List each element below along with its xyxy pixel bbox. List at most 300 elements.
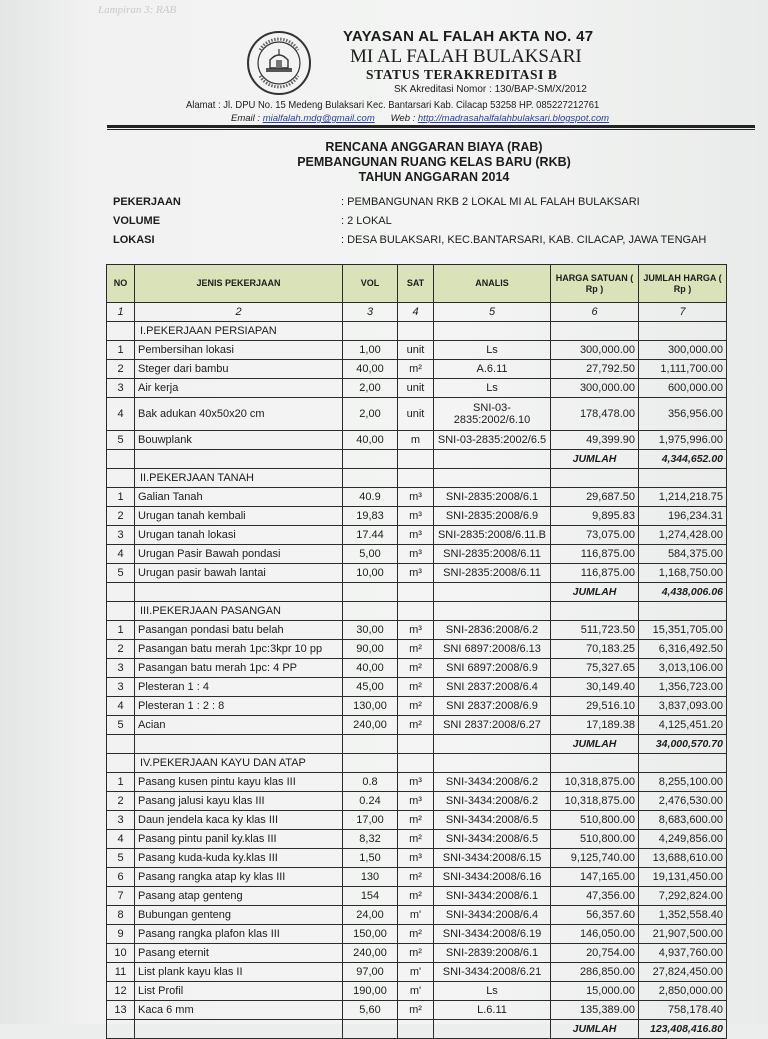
empty-cell bbox=[639, 322, 727, 341]
row-analis: SNI-2836:2008/6.2 bbox=[434, 621, 551, 640]
row-vol: 5,00 bbox=[343, 545, 398, 564]
table-row bbox=[107, 488, 727, 507]
empty-cell bbox=[551, 754, 639, 773]
row-jumlah-harga: 1,356,723.00 bbox=[639, 678, 727, 697]
row-harga-satuan: 73,075.00 bbox=[551, 526, 639, 545]
col-header-vol: VOL bbox=[343, 265, 398, 303]
table-row bbox=[107, 545, 727, 564]
row-jumlah-harga: 1,352,558.40 bbox=[639, 906, 727, 925]
row-analis: A.6.11 bbox=[434, 360, 551, 379]
row-analis: SNI-2835:2008/6.1 bbox=[434, 488, 551, 507]
row-no: 3 bbox=[107, 379, 135, 398]
row-no: 4 bbox=[107, 697, 135, 716]
row-sat: m³ bbox=[398, 849, 434, 868]
table-row bbox=[107, 526, 727, 545]
col-index: 7 bbox=[639, 303, 727, 322]
row-harga-satuan: 286,850.00 bbox=[551, 963, 639, 982]
row-vol: 1,00 bbox=[343, 341, 398, 360]
row-vol: 150,00 bbox=[343, 925, 398, 944]
section-row bbox=[107, 754, 727, 773]
empty-cell bbox=[398, 754, 434, 773]
web-link[interactable]: http://madrasahalfalahbulaksari.blogspot.com bbox=[417, 113, 610, 124]
empty-cell bbox=[398, 735, 434, 754]
row-no: 2 bbox=[107, 507, 135, 526]
row-analis: SNI-3434:2008/6.2 bbox=[434, 792, 551, 811]
subtotal-label: JUMLAH bbox=[551, 450, 639, 469]
row-jumlah-harga: 2,476,530.00 bbox=[639, 792, 727, 811]
empty-cell bbox=[343, 754, 398, 773]
row-vol: 40,00 bbox=[343, 360, 398, 379]
email-link[interactable]: mialfalah.mdg@gmail.com bbox=[262, 113, 375, 124]
row-sat: m³ bbox=[398, 564, 434, 583]
row-harga-satuan: 116,875.00 bbox=[551, 564, 639, 583]
row-jenis: Urugan tanah kembali bbox=[135, 507, 343, 526]
row-jenis: Pasangan batu merah 1pc:3kpr 10 pp bbox=[135, 640, 343, 659]
empty-cell bbox=[639, 754, 727, 773]
empty-cell bbox=[434, 602, 551, 621]
row-jenis: Pasangan batu merah 1pc: 4 PP bbox=[135, 659, 343, 678]
meta-label-lokasi: LOKASI bbox=[113, 234, 155, 246]
row-analis: SNI-03-2835:2002/6.10 bbox=[434, 398, 551, 431]
email-label: Email : bbox=[231, 113, 261, 124]
row-sat: m² bbox=[398, 1001, 434, 1020]
col-index: 1 bbox=[107, 303, 135, 322]
table-row bbox=[107, 678, 727, 697]
row-vol: 90,00 bbox=[343, 640, 398, 659]
table-row bbox=[107, 659, 727, 678]
row-harga-satuan: 300,000.00 bbox=[551, 341, 639, 360]
row-jumlah-harga: 758,178.40 bbox=[639, 1001, 727, 1020]
meta-value-lokasi: : DESA BULAKSARI, KEC.BANTARSARI, KAB. CILACAP, JAWA TENGAH bbox=[341, 234, 707, 246]
row-no: 12 bbox=[107, 982, 135, 1001]
empty-cell bbox=[434, 754, 551, 773]
row-jenis: Plesteran 1 : 4 bbox=[135, 678, 343, 697]
subtotal-row bbox=[107, 1020, 727, 1039]
row-vol: 5,60 bbox=[343, 1001, 398, 1020]
row-no: 8 bbox=[107, 906, 135, 925]
row-sat: m³ bbox=[398, 507, 434, 526]
row-jumlah-harga: 21,907,500.00 bbox=[639, 925, 727, 944]
empty-cell bbox=[398, 450, 434, 469]
row-sat: m² bbox=[398, 659, 434, 678]
row-analis: SNI 6897:2008/6.13 bbox=[434, 640, 551, 659]
empty-cell bbox=[135, 735, 343, 754]
row-sat: m³ bbox=[398, 621, 434, 640]
subtotal-label: JUMLAH bbox=[551, 583, 639, 602]
row-jumlah-harga: 3,837,093.00 bbox=[639, 697, 727, 716]
row-no: 7 bbox=[107, 887, 135, 906]
row-no: 1 bbox=[107, 621, 135, 640]
row-jenis: Pasang pintu panil ky.klas III bbox=[135, 830, 343, 849]
section-title: I.PEKERJAAN PERSIAPAN bbox=[135, 322, 343, 341]
row-analis: SNI-3434:2008/6.19 bbox=[434, 925, 551, 944]
row-jumlah-harga: 27,824,450.00 bbox=[639, 963, 727, 982]
table-row bbox=[107, 849, 727, 868]
row-no: 2 bbox=[107, 360, 135, 379]
row-sat: m' bbox=[398, 963, 434, 982]
row-jenis: Daun jendela kaca ky klas III bbox=[135, 811, 343, 830]
row-vol: 45,00 bbox=[343, 678, 398, 697]
subtotal-value: 4,438,006.06 bbox=[639, 583, 727, 602]
empty-cell bbox=[135, 583, 343, 602]
row-jumlah-harga: 584,375.00 bbox=[639, 545, 727, 564]
section-title: II.PEKERJAAN TANAH bbox=[135, 469, 343, 488]
empty-cell bbox=[107, 322, 135, 341]
row-no: 11 bbox=[107, 963, 135, 982]
table-row bbox=[107, 830, 727, 849]
table-row bbox=[107, 868, 727, 887]
row-jenis: List plank kayu klas II bbox=[135, 963, 343, 982]
rab-table bbox=[106, 264, 727, 1039]
empty-cell bbox=[398, 469, 434, 488]
row-harga-satuan: 510,800.00 bbox=[551, 811, 639, 830]
subtotal-label: JUMLAH bbox=[551, 735, 639, 754]
meta-label-pekerjaan: PEKERJAAN bbox=[113, 196, 181, 208]
row-sat: m² bbox=[398, 678, 434, 697]
row-jenis: Air kerja bbox=[135, 379, 343, 398]
row-harga-satuan: 17,189.38 bbox=[551, 716, 639, 735]
subtotal-row bbox=[107, 583, 727, 602]
empty-cell bbox=[551, 469, 639, 488]
sk-number: SK Akreditasi Nomor : 130/BAP-SM/X/2012 bbox=[394, 84, 587, 95]
row-analis: SNI 2837:2008/6.9 bbox=[434, 697, 551, 716]
row-no: 5 bbox=[107, 431, 135, 450]
table-row bbox=[107, 564, 727, 583]
row-harga-satuan: 20,754.00 bbox=[551, 944, 639, 963]
empty-cell bbox=[107, 754, 135, 773]
row-vol: 130,00 bbox=[343, 697, 398, 716]
row-sat: m² bbox=[398, 944, 434, 963]
table-row bbox=[107, 697, 727, 716]
subtotal-value: 34,000,570.70 bbox=[639, 735, 727, 754]
empty-cell bbox=[551, 322, 639, 341]
row-no: 4 bbox=[107, 398, 135, 431]
row-vol: 0.24 bbox=[343, 792, 398, 811]
row-analis: SNI-2839:2008/6.1 bbox=[434, 944, 551, 963]
row-vol: 190,00 bbox=[343, 982, 398, 1001]
row-no: 3 bbox=[107, 659, 135, 678]
doc-year: TAHUN ANGGARAN 2014 bbox=[358, 170, 510, 184]
row-jumlah-harga: 356,956.00 bbox=[639, 398, 727, 431]
section-row bbox=[107, 602, 727, 621]
table-row bbox=[107, 792, 727, 811]
empty-cell bbox=[434, 1020, 551, 1039]
row-jenis: Bubungan genteng bbox=[135, 906, 343, 925]
empty-cell bbox=[343, 735, 398, 754]
row-no: 3 bbox=[107, 526, 135, 545]
row-analis: Ls bbox=[434, 982, 551, 1001]
row-sat: m³ bbox=[398, 773, 434, 792]
row-jenis: Urugan pasir bawah lantai bbox=[135, 564, 343, 583]
row-jenis: Pasang jalusi kayu klas III bbox=[135, 792, 343, 811]
row-jumlah-harga: 2,850,000.00 bbox=[639, 982, 727, 1001]
row-no: 2 bbox=[107, 792, 135, 811]
empty-cell bbox=[107, 1020, 135, 1039]
row-vol: 130 bbox=[343, 868, 398, 887]
row-analis: SNI-3434:2008/6.16 bbox=[434, 868, 551, 887]
section-row bbox=[107, 322, 727, 341]
row-harga-satuan: 10,318,875.00 bbox=[551, 792, 639, 811]
row-jumlah-harga: 1,214,218.75 bbox=[639, 488, 727, 507]
subtotal-row bbox=[107, 735, 727, 754]
row-jenis: Pasang rangka plafon klas III bbox=[135, 925, 343, 944]
col-header-analis: ANALIS bbox=[434, 265, 551, 303]
row-jumlah-harga: 300,000.00 bbox=[639, 341, 727, 360]
row-jumlah-harga: 4,125,451.20 bbox=[639, 716, 727, 735]
row-jumlah-harga: 1,111,700.00 bbox=[639, 360, 727, 379]
row-jenis: Bak adukan 40x50x20 cm bbox=[135, 398, 343, 431]
row-no: 6 bbox=[107, 868, 135, 887]
row-jumlah-harga: 15,351,705.00 bbox=[639, 621, 727, 640]
row-jenis: List Profil bbox=[135, 982, 343, 1001]
empty-cell bbox=[434, 469, 551, 488]
row-vol: 1,50 bbox=[343, 849, 398, 868]
row-jumlah-harga: 8,683,600.00 bbox=[639, 811, 727, 830]
table-row bbox=[107, 925, 727, 944]
table-row bbox=[107, 621, 727, 640]
col-index: 6 bbox=[551, 303, 639, 322]
row-sat: m² bbox=[398, 640, 434, 659]
subtotal-value: 4,344,652.00 bbox=[639, 450, 727, 469]
table-row bbox=[107, 341, 727, 360]
empty-cell bbox=[639, 469, 727, 488]
row-sat: m³ bbox=[398, 488, 434, 507]
row-sat: unit bbox=[398, 379, 434, 398]
empty-cell bbox=[434, 450, 551, 469]
row-no: 3 bbox=[107, 811, 135, 830]
row-harga-satuan: 27,792.50 bbox=[551, 360, 639, 379]
empty-cell bbox=[343, 1020, 398, 1039]
row-vol: 10,00 bbox=[343, 564, 398, 583]
row-analis: SNI-03-2835:2002/6.5 bbox=[434, 431, 551, 450]
table-header-row bbox=[107, 265, 727, 303]
col-header-harga: HARGA SATUAN ( Rp ) bbox=[551, 265, 639, 303]
row-analis: SNI-2835:2008/6.11 bbox=[434, 564, 551, 583]
row-analis: SNI-3434:2008/6.2 bbox=[434, 773, 551, 792]
subtotal-label: JUMLAH bbox=[551, 1020, 639, 1039]
row-vol: 40.9 bbox=[343, 488, 398, 507]
row-vol: 240,00 bbox=[343, 944, 398, 963]
table-row bbox=[107, 716, 727, 735]
row-vol: 97,00 bbox=[343, 963, 398, 982]
empty-cell bbox=[434, 735, 551, 754]
col-header-jenis: JENIS PEKERJAAN bbox=[135, 265, 343, 303]
school-name: MI AL FALAH BULAKSARI bbox=[350, 46, 582, 67]
row-harga-satuan: 56,357.60 bbox=[551, 906, 639, 925]
subtotal-row bbox=[107, 450, 727, 469]
empty-cell bbox=[107, 602, 135, 621]
row-sat: m² bbox=[398, 830, 434, 849]
row-no: 1 bbox=[107, 488, 135, 507]
row-analis: SNI 6897:2008/6.9 bbox=[434, 659, 551, 678]
table-row bbox=[107, 887, 727, 906]
col-header-jumlah: JUMLAH HARGA ( Rp ) bbox=[639, 265, 727, 303]
table-row bbox=[107, 640, 727, 659]
row-no: 3 bbox=[107, 678, 135, 697]
empty-cell bbox=[135, 1020, 343, 1039]
school-address: Alamat : Jl. DPU No. 15 Medeng Bulaksari Kec. Bantarsari Kab. Cilacap 53258 HP. 085227212761 bbox=[186, 99, 600, 111]
row-jenis: Pasang rangka atap ky klas III bbox=[135, 868, 343, 887]
row-sat: m³ bbox=[398, 526, 434, 545]
col-header-no: NO bbox=[107, 265, 135, 303]
empty-cell bbox=[135, 450, 343, 469]
row-no: 5 bbox=[107, 564, 135, 583]
empty-cell bbox=[398, 322, 434, 341]
row-harga-satuan: 10,318,875.00 bbox=[551, 773, 639, 792]
empty-cell bbox=[343, 583, 398, 602]
row-no: 5 bbox=[107, 716, 135, 735]
empty-cell bbox=[107, 450, 135, 469]
row-vol: 17.44 bbox=[343, 526, 398, 545]
row-analis: SNI 2837:2008/6.27 bbox=[434, 716, 551, 735]
table-row bbox=[107, 811, 727, 830]
row-sat: m² bbox=[398, 811, 434, 830]
table-row bbox=[107, 431, 727, 450]
col-index: 3 bbox=[343, 303, 398, 322]
empty-cell bbox=[107, 583, 135, 602]
table-row bbox=[107, 982, 727, 1001]
row-jumlah-harga: 4,249,856.00 bbox=[639, 830, 727, 849]
empty-cell bbox=[343, 469, 398, 488]
row-jumlah-harga: 4,937,760.00 bbox=[639, 944, 727, 963]
row-analis: SNI-3434:2008/6.21 bbox=[434, 963, 551, 982]
row-analis: SNI-2835:2008/6.11 bbox=[434, 545, 551, 564]
row-sat: m' bbox=[398, 906, 434, 925]
meta-label-volume: VOLUME bbox=[113, 215, 161, 227]
empty-cell bbox=[343, 322, 398, 341]
row-harga-satuan: 49,399.90 bbox=[551, 431, 639, 450]
row-harga-satuan: 29,516.10 bbox=[551, 697, 639, 716]
row-sat: m² bbox=[398, 360, 434, 379]
row-harga-satuan: 70,183.25 bbox=[551, 640, 639, 659]
row-harga-satuan: 510,800.00 bbox=[551, 830, 639, 849]
row-sat: m² bbox=[398, 697, 434, 716]
row-jumlah-harga: 7,292,824.00 bbox=[639, 887, 727, 906]
table-row bbox=[107, 379, 727, 398]
col-index: 2 bbox=[135, 303, 343, 322]
row-sat: unit bbox=[398, 341, 434, 360]
table-row bbox=[107, 507, 727, 526]
row-analis: SNI-3434:2008/6.5 bbox=[434, 811, 551, 830]
empty-cell bbox=[398, 1020, 434, 1039]
row-sat: m bbox=[398, 431, 434, 450]
row-harga-satuan: 15,000.00 bbox=[551, 982, 639, 1001]
empty-cell bbox=[434, 322, 551, 341]
empty-cell bbox=[107, 735, 135, 754]
row-vol: 2,00 bbox=[343, 398, 398, 431]
row-jumlah-harga: 13,688,610.00 bbox=[639, 849, 727, 868]
row-no: 13 bbox=[107, 1001, 135, 1020]
row-vol: 0.8 bbox=[343, 773, 398, 792]
row-sat: m² bbox=[398, 868, 434, 887]
row-jenis: Steger dari bambu bbox=[135, 360, 343, 379]
row-harga-satuan: 135,389.00 bbox=[551, 1001, 639, 1020]
row-jenis: Urugan tanah lokasi bbox=[135, 526, 343, 545]
empty-cell bbox=[343, 450, 398, 469]
header-divider-thin bbox=[107, 129, 755, 130]
row-vol: 240,00 bbox=[343, 716, 398, 735]
section-title: IV.PEKERJAAN KAYU DAN ATAP bbox=[135, 754, 343, 773]
row-jumlah-harga: 6,316,492.50 bbox=[639, 640, 727, 659]
table-row bbox=[107, 773, 727, 792]
row-analis: SNI-2835:2008/6.11.B bbox=[434, 526, 551, 545]
row-jenis: Pasang kuda-kuda ky.klas III bbox=[135, 849, 343, 868]
row-no: 10 bbox=[107, 944, 135, 963]
row-analis: SNI-3434:2008/6.4 bbox=[434, 906, 551, 925]
table-row bbox=[107, 944, 727, 963]
row-jumlah-harga: 8,255,100.00 bbox=[639, 773, 727, 792]
table-row bbox=[107, 906, 727, 925]
table-row bbox=[107, 360, 727, 379]
row-no: 4 bbox=[107, 830, 135, 849]
empty-cell bbox=[398, 602, 434, 621]
row-harga-satuan: 178,478.00 bbox=[551, 398, 639, 431]
row-jumlah-harga: 1,975,996.00 bbox=[639, 431, 727, 450]
row-analis: SNI-2835:2008/6.9 bbox=[434, 507, 551, 526]
row-jumlah-harga: 1,168,750.00 bbox=[639, 564, 727, 583]
meta-value-pekerjaan: : PEMBANGUNAN RKB 2 LOKAL MI AL FALAH BULAKSARI bbox=[341, 196, 640, 208]
empty-cell bbox=[107, 469, 135, 488]
row-no: 4 bbox=[107, 545, 135, 564]
row-vol: 19,83 bbox=[343, 507, 398, 526]
row-analis: Ls bbox=[434, 379, 551, 398]
section-row bbox=[107, 469, 727, 488]
row-analis: SNI-3434:2008/6.5 bbox=[434, 830, 551, 849]
row-jenis: Pembersihan lokasi bbox=[135, 341, 343, 360]
col-index: 5 bbox=[434, 303, 551, 322]
row-harga-satuan: 75,327.65 bbox=[551, 659, 639, 678]
row-jenis: Pasang eternit bbox=[135, 944, 343, 963]
row-no: 2 bbox=[107, 640, 135, 659]
row-jenis: Plesteran 1 : 2 : 8 bbox=[135, 697, 343, 716]
row-jenis: Pasang kusen pintu kayu klas III bbox=[135, 773, 343, 792]
subtotal-value: 123,408,416.80 bbox=[639, 1020, 727, 1039]
row-sat: m² bbox=[398, 925, 434, 944]
row-vol: 40,00 bbox=[343, 659, 398, 678]
row-jumlah-harga: 3,013,106.00 bbox=[639, 659, 727, 678]
row-vol: 40,00 bbox=[343, 431, 398, 450]
row-vol: 17,00 bbox=[343, 811, 398, 830]
row-harga-satuan: 146,050.00 bbox=[551, 925, 639, 944]
table-row bbox=[107, 963, 727, 982]
row-sat: m' bbox=[398, 982, 434, 1001]
row-vol: 24,00 bbox=[343, 906, 398, 925]
header-divider-thick bbox=[107, 125, 755, 128]
row-no: 5 bbox=[107, 849, 135, 868]
yayasan-name: YAYASAN AL FALAH AKTA NO. 47 bbox=[343, 28, 594, 45]
row-analis: Ls bbox=[434, 341, 551, 360]
table-row bbox=[107, 398, 727, 431]
empty-cell bbox=[639, 602, 727, 621]
row-harga-satuan: 511,723.50 bbox=[551, 621, 639, 640]
lampiran-note: Lampiran 3: RAB bbox=[98, 4, 177, 16]
empty-cell bbox=[551, 602, 639, 621]
row-jumlah-harga: 19,131,450.00 bbox=[639, 868, 727, 887]
accreditation-status: STATUS TERAKREDITASI B bbox=[366, 67, 558, 82]
meta-value-volume: : 2 LOKAL bbox=[341, 215, 392, 227]
row-no: 1 bbox=[107, 773, 135, 792]
empty-cell bbox=[434, 583, 551, 602]
row-vol: 154 bbox=[343, 887, 398, 906]
row-analis: SNI 2837:2008/6.4 bbox=[434, 678, 551, 697]
doc-subtitle: PEMBANGUNAN RUANG KELAS BARU (RKB) bbox=[297, 155, 571, 169]
row-jenis: Pasangan pondasi batu belah bbox=[135, 621, 343, 640]
row-jenis: Acian bbox=[135, 716, 343, 735]
row-sat: m³ bbox=[398, 792, 434, 811]
row-harga-satuan: 9,125,740.00 bbox=[551, 849, 639, 868]
row-harga-satuan: 30,149.40 bbox=[551, 678, 639, 697]
school-logo bbox=[246, 30, 312, 96]
